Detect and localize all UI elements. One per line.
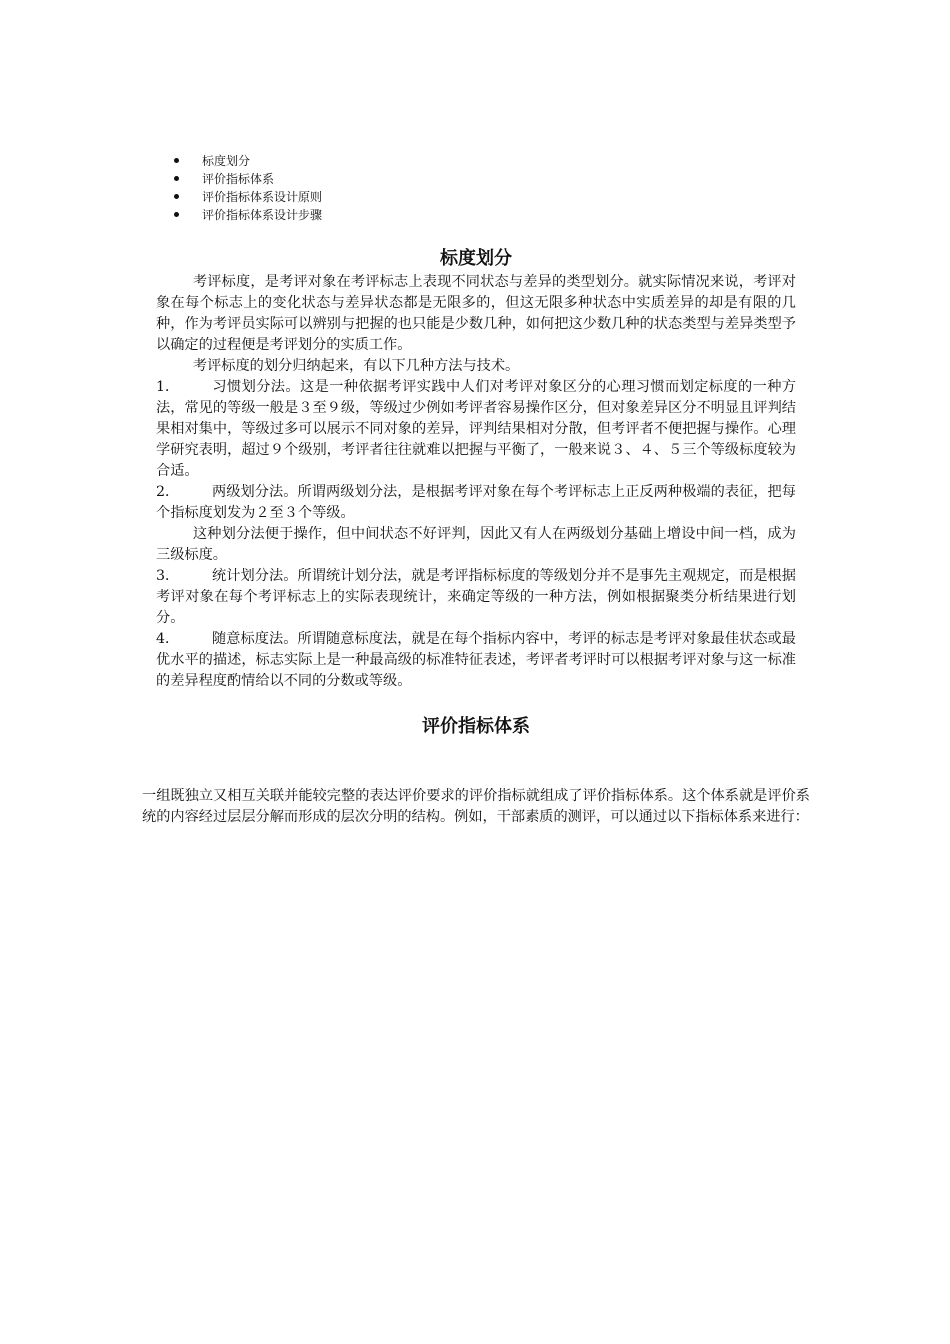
bullet-icon: [174, 212, 179, 217]
toc-item-indicator-system[interactable]: [172, 170, 322, 188]
toc-item-label: 评价指标体系设计原则: [202, 190, 323, 204]
item-number: 1．: [156, 379, 180, 395]
item-text: 习惯划分法。这是一种依据考评实践中人们对考评对象区分的心理习惯而划定标度的一种方法，常见的等级一般是３至９级，等级过少例如考评者容易操作区分，但对象差异区分不明显且评判结果相对集中，等级过多可以展示不同对象的差异，评判结果相对分散，但考评者不便把握与操作。心理学研究表明，超过９个级别，考评者往往就难以把握与平衡了，一般来说３、４、５三个等级标度较为合适。: [156, 379, 796, 479]
item-text: 随意标度法。所谓随意标度法，就是在每个指标内容中，考评的标志是考评对象最佳状态或最优水平的描述，标志实际上是一种最高级的标准特征表述，考评者考评时可以根据考评对象与这一标准的差异程度酌情给以不同的分数或等级。: [156, 631, 796, 689]
toc-item-design-steps[interactable]: [172, 206, 322, 224]
section-indicator-system: [142, 714, 810, 828]
section-scale-division: [156, 246, 796, 692]
toc-item-scale-division[interactable]: [172, 152, 322, 170]
bullet-icon: [174, 176, 179, 181]
item-text: 两级划分法。所谓两级划分法，是根据考评对象在每个考评标志上正反两种极端的表征，把每个指标度划发为２至３个等级。: [156, 484, 796, 521]
item-text: 统计划分法。所谓统计划分法，就是考评指标标度的等级划分并不是事先主观规定，而是根据考评对象在每个考评标志上的实际表现统计，来确定等级的一种方法，例如根据聚类分析结果进行划分。: [156, 568, 796, 626]
toc-item-label: 评价指标体系设计步骤: [202, 208, 323, 222]
toc-item-label: 评价指标体系: [202, 172, 275, 186]
list-item-two-level-method: [156, 482, 796, 524]
toc-item-design-principles[interactable]: [172, 188, 322, 206]
section-title: 标度划分: [440, 248, 512, 269]
list-item-habit-method: [156, 377, 796, 482]
paragraph-methods-lead: 考评标度的划分归纳起来，有以下几种方法与技术。: [192, 358, 520, 374]
list-item-arbitrary-method: [156, 629, 796, 692]
section-title: 评价指标体系: [422, 716, 530, 737]
paragraph-indicator-body: 一组既独立又相互关联并能较完整的表达评价要求的评价指标就组成了评价指标体系。这个体系就是评价系统的内容经过层层分解而形成的层次分明的结构。例如，干部素质的测评，可以通过以下指标体系来进行：: [142, 788, 810, 825]
item-number: 2．: [156, 484, 180, 500]
item-number: 4．: [156, 631, 180, 647]
bullet-icon: [174, 194, 179, 199]
item-number: 3．: [156, 568, 180, 584]
list-item-statistical-method: [156, 566, 796, 629]
paragraph-intro: 考评标度，是考评对象在考评标志上表现不同状态与差异的类型划分。就实际情况来说，考评对象在每个标志上的变化状态与差异状态都是无限多的，但这无限多种状态中实质差异的却是有限的几种，作为考评员实际可以辨别与把握的也只能是少数几种，如何把这少数几种的状态类型与差异类型予以确定的过程便是考评划分的实质工作。: [156, 274, 796, 353]
toc-item-label: 标度划分: [202, 154, 251, 168]
table-of-contents: [172, 152, 322, 224]
bullet-icon: [174, 158, 179, 163]
paragraph-two-level-note: 这种划分法便于操作，但中间状态不好评判，因此又有人在两级划分基础上增设中间一档，成为三级标度。: [156, 526, 796, 563]
